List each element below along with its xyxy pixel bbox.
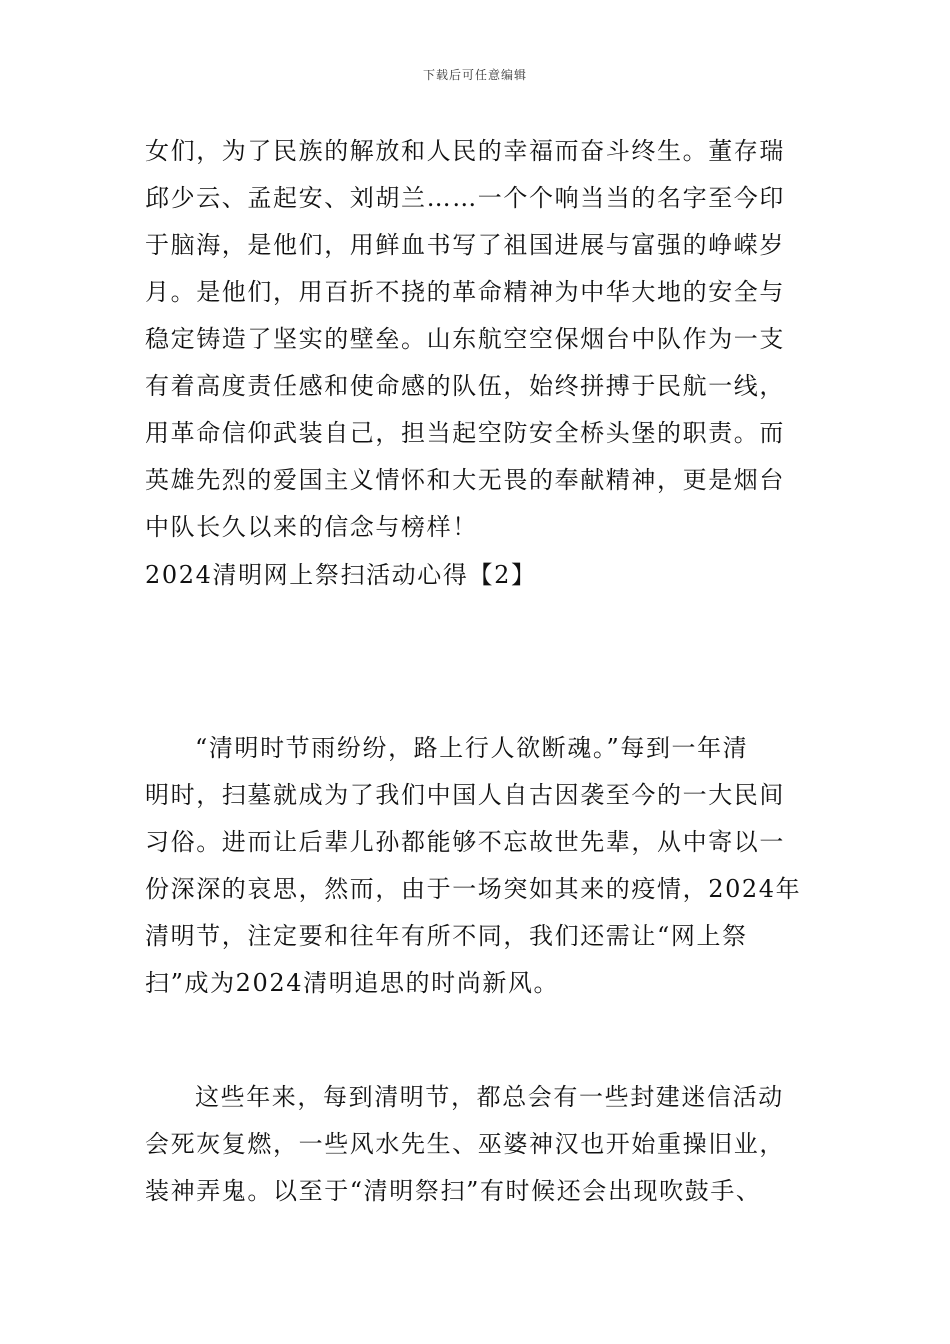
paragraph-line: 装神弄鬼。以至于“清明祭扫”有时候还会出现吹鼓手、	[145, 1177, 762, 1205]
paragraph-line: “清明时节雨纷纷，路上行人欲断魂。”每到一年清	[195, 734, 749, 762]
section-heading: 2024清明网上祭扫活动心得【2】	[145, 561, 537, 589]
paragraph-line: 明时，扫墓就成为了我们中国人自古因袭至今的一大民间	[145, 781, 785, 809]
paragraph-line: 习俗。进而让后辈儿孙都能够不忘故世先辈，从中寄以一	[145, 828, 785, 856]
body-text-line: 用革命信仰武装自己，担当起空防安全桥头堡的职责。而	[145, 419, 785, 447]
paragraph-line: 清明节，注定要和往年有所不同，我们还需让“网上祭	[145, 922, 748, 950]
paragraph-line: 会死灰复燃，一些风水先生、巫婆神汉也开始重操旧业，	[145, 1130, 785, 1158]
paragraph-line: 份深深的哀思，然而，由于一场突如其来的疫情，2024年	[145, 875, 802, 903]
body-text-line: 女们，为了民族的解放和人民的幸福而奋斗终生。董存瑞	[145, 137, 785, 165]
paragraph-line: 这些年来，每到清明节，都总会有一些封建迷信活动	[195, 1083, 784, 1111]
body-text-line: 英雄先烈的爱国主义情怀和大无畏的奉献精神，更是烟台	[145, 466, 785, 494]
body-text-line: 稳定铸造了坚实的壁垒。山东航空空保烟台中队作为一支	[145, 325, 785, 353]
body-text-line: 有着高度责任感和使命感的队伍，始终拼搏于民航一线，	[145, 372, 785, 400]
body-text-line: 于脑海，是他们，用鲜血书写了祖国进展与富强的峥嵘岁	[145, 231, 785, 259]
body-text-line: 月。是他们，用百折不挠的革命精神为中华大地的安全与	[145, 278, 785, 306]
body-text-line: 邱少云、孟起安、刘胡兰……一个个响当当的名字至今印	[145, 184, 785, 212]
body-text-line: 中队长久以来的信念与榜样！	[145, 513, 478, 541]
page-header-note: 下载后可任意编辑	[422, 68, 527, 82]
paragraph-line: 扫”成为2024清明追思的时尚新风。	[145, 969, 560, 997]
